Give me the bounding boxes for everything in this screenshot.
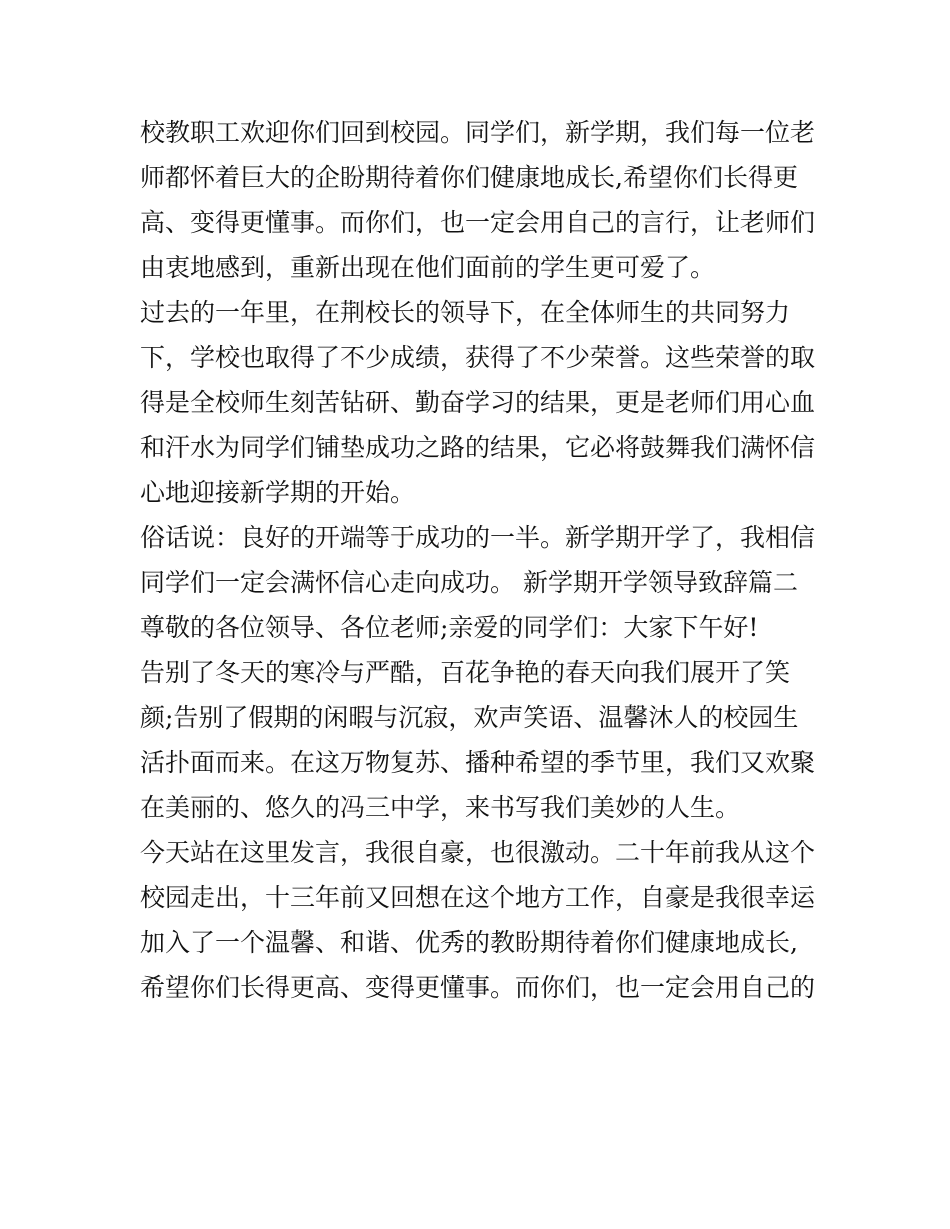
text-line: 在美丽的、悠久的冯三中学，来书写我们美妙的人生。 (140, 793, 741, 822)
text-line: 师都怀着巨大的企盼期待着你们健康地成长,希望你们长得更 (140, 163, 798, 192)
text-line: 活扑面而来。在这万物复苏、播种希望的季节里，我们又欢聚 (140, 748, 816, 777)
text-line: 下，学校也取得了不少成绩，获得了不少荣誉。这些荣誉的取 (140, 343, 816, 372)
text-line: 得是全校师生刻苦钻研、勤奋学习的结果，更是老师们用心血 (140, 388, 816, 417)
text-line: 加入了一个温馨、和谐、优秀的教盼期待着你们健康地成长, (140, 928, 798, 957)
text-line: 告别了冬天的寒冷与严酷，百花争艳的春天向我们展开了笑 (140, 658, 791, 687)
text-line: 高、变得更懂事。而你们，也一定会用自己的言行，让老师们 (140, 208, 816, 237)
text-line: 和汗水为同学们铺垫成功之路的结果，它必将鼓舞我们满怀信 (140, 433, 816, 462)
text-line: 校园走出，十三年前又回想在这个地方工作，自豪是我很幸运 (140, 883, 816, 912)
text-line: 心地迎接新学期的开始。 (140, 478, 416, 507)
text-line: 希望你们长得更高、变得更懂事。而你们，也一定会用自己的 (140, 973, 816, 1002)
text-line: 同学们一定会满怀信心走向成功。 新学期开学领导致辞篇二 (140, 568, 798, 597)
text-line: 今天站在这里发言，我很自豪，也很激动。二十年前我从这个 (140, 838, 816, 867)
text-line: 过去的一年里，在荆校长的领导下，在全体师生的共同努力 (140, 298, 791, 327)
text-line: 由衷地感到，重新出现在他们面前的学生更可爱了。 (140, 253, 716, 282)
document-body (140, 110, 820, 1010)
text-line: 校教职工欢迎你们回到校园。同学们，新学期，我们每一位老 (140, 118, 816, 147)
text-line: 尊敬的各位领导、各位老师;亲爱的同学们：大家下午好! (140, 613, 759, 642)
text-line: 俗话说：良好的开端等于成功的一半。新学期开学了，我相信 (140, 523, 816, 552)
text-line: 颜;告别了假期的闲暇与沉寂，欢声笑语、温馨沐人的校园生 (140, 703, 799, 732)
